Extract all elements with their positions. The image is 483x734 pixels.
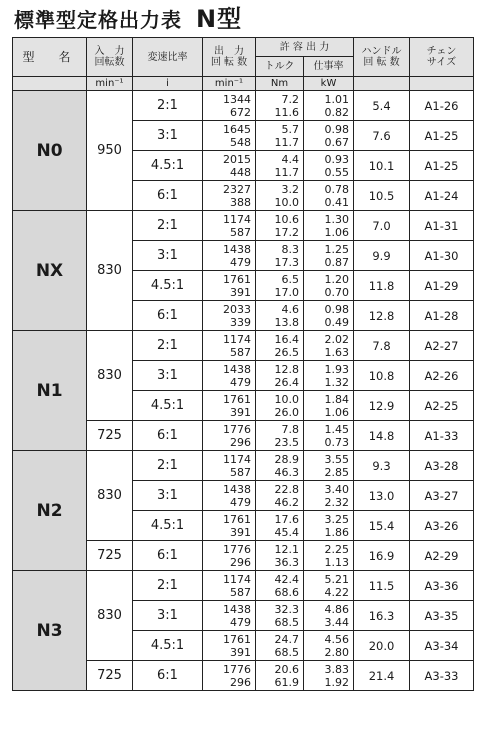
power-cell-value: 2.32 [324,495,350,509]
chain-size-cell: A1-24 [410,181,474,211]
torque-cell [256,631,304,661]
model-cell: N2 [13,451,87,571]
output-speed-cell [203,421,256,451]
output-speed-cell-value: 391 [230,285,251,299]
unit-output: min⁻¹ [203,77,256,91]
power-cell [304,541,354,571]
torque-cell-value: 8.3 [281,242,299,256]
output-speed-cell-value: 2033 [223,302,251,316]
output-speed-cell-value: 339 [230,315,251,329]
power-cell-value: 0.98 [324,122,350,136]
torque-cell-value: 24.7 [274,632,299,646]
chain-size-cell: A1-33 [410,421,474,451]
output-speed-cell [203,541,256,571]
torque-cell [256,391,304,421]
model-cell: NX [13,211,87,331]
torque-cell-value: 10.6 [274,212,299,226]
torque-cell-value: 11.6 [274,105,299,119]
handle-turns-cell: 11.5 [354,571,410,601]
output-speed-cell [203,301,256,331]
output-speed-cell [203,481,256,511]
power-cell-value: 1.20 [324,272,350,286]
power-cell-value: 0.55 [324,165,350,179]
output-speed-cell-value: 479 [230,255,251,269]
output-speed-cell-value: 1174 [223,212,251,226]
torque-cell [256,571,304,601]
handle-turns-cell: 12.8 [354,301,410,331]
unit-input: min⁻¹ [87,77,133,91]
power-cell [304,181,354,211]
power-cell-value: 1.84 [324,392,350,406]
power-cell [304,481,354,511]
handle-turns-cell: 21.4 [354,661,410,691]
output-speed-cell-value: 1761 [223,632,251,646]
input-speed-cell: 725 [87,661,133,691]
torque-cell-value: 26.0 [274,405,299,419]
ratio-cell: 3:1 [133,361,203,391]
torque-cell-value: 3.2 [281,182,299,196]
ratio-cell: 4.5:1 [133,631,203,661]
output-speed-cell-value: 587 [230,465,251,479]
power-cell [304,391,354,421]
input-speed-cell: 830 [87,451,133,541]
torque-cell-value: 32.3 [274,602,299,616]
output-speed-cell-value: 1776 [223,422,251,436]
power-cell-value: 0.93 [324,152,350,166]
ratio-cell: 4.5:1 [133,391,203,421]
torque-cell [256,211,304,241]
output-speed-cell [203,121,256,151]
output-speed-cell [203,151,256,181]
output-speed-cell-value: 448 [230,165,251,179]
unit-handle-blank [354,77,410,91]
power-cell [304,211,354,241]
unit-chain-blank [410,77,474,91]
input-speed-cell: 830 [87,331,133,421]
ratio-cell: 6:1 [133,541,203,571]
input-speed-cell: 830 [87,571,133,661]
title-main: 標準型定格出力表 [14,8,182,32]
output-speed-cell-value: 1761 [223,272,251,286]
power-cell-value: 1.25 [324,242,350,256]
power-cell-value: 3.83 [324,662,350,676]
output-speed-cell-value: 587 [230,345,251,359]
header-handle-turns: ハンドル 回 転 数 [354,38,410,77]
chain-size-cell: A2-27 [410,331,474,361]
model-cell: N3 [13,571,87,691]
torque-cell-value: 7.2 [281,92,299,106]
torque-cell-value: 36.3 [274,555,299,569]
ratio-cell: 2:1 [133,211,203,241]
ratio-cell: 4.5:1 [133,271,203,301]
power-cell-value: 0.78 [324,182,350,196]
handle-turns-cell: 13.0 [354,481,410,511]
chain-size-cell: A3-34 [410,631,474,661]
handle-turns-cell: 9.9 [354,241,410,271]
power-cell-value: 4.56 [324,632,350,646]
torque-cell-value: 42.4 [274,572,299,586]
power-cell [304,331,354,361]
output-speed-cell-value: 1174 [223,332,251,346]
power-cell [304,121,354,151]
power-cell [304,361,354,391]
power-cell-value: 1.06 [324,405,350,419]
power-cell-value: 0.82 [324,105,350,119]
torque-cell-value: 11.7 [274,135,299,149]
power-cell-value: 1.01 [324,92,350,106]
power-cell-value: 1.86 [324,525,350,539]
output-speed-cell-value: 1344 [223,92,251,106]
power-cell-value: 3.44 [324,615,350,629]
table-body [13,91,474,691]
header-power: 仕事率 [304,57,354,77]
power-cell-value: 3.55 [324,452,350,466]
output-speed-cell-value: 1438 [223,482,251,496]
output-speed-cell-value: 296 [230,435,251,449]
model-cell: N1 [13,331,87,451]
chain-size-cell: A3-28 [410,451,474,481]
output-speed-cell [203,511,256,541]
torque-cell-value: 17.6 [274,512,299,526]
torque-cell-value: 23.5 [274,435,299,449]
handle-turns-cell: 14.8 [354,421,410,451]
power-cell-value: 4.22 [324,585,350,599]
output-speed-cell-value: 296 [230,555,251,569]
output-speed-cell-value: 1438 [223,242,251,256]
unit-blank [13,77,87,91]
torque-cell [256,361,304,391]
ratio-cell: 3:1 [133,481,203,511]
handle-turns-cell: 16.3 [354,601,410,631]
output-speed-cell [203,91,256,121]
power-cell [304,91,354,121]
output-table [12,37,474,691]
torque-cell [256,151,304,181]
output-speed-cell-value: 1174 [223,572,251,586]
header-chain-size: チェン サイズ [410,38,474,77]
output-speed-cell-value: 391 [230,405,251,419]
power-cell-value: 0.49 [324,315,350,329]
output-speed-cell-value: 1438 [223,362,251,376]
table-row [13,571,474,601]
power-cell [304,241,354,271]
ratio-cell: 4.5:1 [133,511,203,541]
chain-size-cell: A2-25 [410,391,474,421]
torque-cell-value: 5.7 [281,122,299,136]
torque-cell [256,181,304,211]
torque-cell-value: 20.6 [274,662,299,676]
torque-cell-value: 10.0 [274,195,299,209]
handle-turns-cell: 7.6 [354,121,410,151]
power-cell-value: 0.70 [324,285,350,299]
power-cell-value: 2.80 [324,645,350,659]
chain-size-cell: A1-30 [410,241,474,271]
ratio-cell: 2:1 [133,451,203,481]
torque-cell-value: 68.5 [274,615,299,629]
torque-cell [256,451,304,481]
ratio-cell: 4.5:1 [133,151,203,181]
output-speed-cell-value: 1761 [223,512,251,526]
chain-size-cell: A3-33 [410,661,474,691]
power-cell [304,571,354,601]
power-cell-value: 1.93 [324,362,350,376]
table-row [13,331,474,361]
handle-turns-cell: 16.9 [354,541,410,571]
power-cell-value: 0.87 [324,255,350,269]
torque-cell-value: 68.5 [274,645,299,659]
output-speed-cell [203,331,256,361]
header-allowable-output: 許 容 出 力 [256,38,354,57]
unit-torque: Nm [256,77,304,91]
table-row [13,451,474,481]
header-torque: トルク [256,57,304,77]
chain-size-cell: A3-26 [410,511,474,541]
ratio-cell: 2:1 [133,571,203,601]
torque-cell-value: 11.7 [274,165,299,179]
chain-size-cell: A1-31 [410,211,474,241]
ratio-cell: 6:1 [133,421,203,451]
output-speed-cell-value: 479 [230,615,251,629]
output-speed-cell-value: 1776 [223,662,251,676]
output-speed-cell [203,271,256,301]
chain-size-cell: A2-29 [410,541,474,571]
power-cell [304,421,354,451]
handle-turns-cell: 10.1 [354,151,410,181]
input-speed-cell: 725 [87,541,133,571]
torque-cell-value: 10.0 [274,392,299,406]
power-cell [304,511,354,541]
handle-turns-cell: 10.8 [354,361,410,391]
ratio-cell: 6:1 [133,181,203,211]
torque-cell-value: 12.1 [274,542,299,556]
torque-cell-value: 46.3 [274,465,299,479]
unit-power: kW [304,77,354,91]
power-cell-value: 1.45 [324,422,350,436]
power-cell [304,271,354,301]
header-model: 型 名 [13,38,87,77]
chain-size-cell: A2-26 [410,361,474,391]
power-cell-value: 2.02 [324,332,350,346]
input-speed-cell: 830 [87,211,133,331]
handle-turns-cell: 12.9 [354,391,410,421]
torque-cell-value: 61.9 [274,675,299,689]
table-header [13,38,474,91]
output-speed-cell-value: 479 [230,375,251,389]
torque-cell [256,271,304,301]
input-speed-cell: 950 [87,91,133,211]
ratio-cell: 3:1 [133,601,203,631]
handle-turns-cell: 7.8 [354,331,410,361]
output-speed-cell [203,241,256,271]
torque-cell [256,541,304,571]
torque-cell-value: 26.5 [274,345,299,359]
power-cell-value: 2.85 [324,465,350,479]
output-speed-cell [203,361,256,391]
torque-cell [256,241,304,271]
output-speed-cell-value: 1776 [223,542,251,556]
torque-cell [256,331,304,361]
output-speed-cell [203,661,256,691]
ratio-cell: 6:1 [133,661,203,691]
torque-cell-value: 17.0 [274,285,299,299]
torque-cell-value: 16.4 [274,332,299,346]
output-speed-cell [203,181,256,211]
power-cell [304,661,354,691]
output-speed-cell-value: 296 [230,675,251,689]
input-speed-cell: 725 [87,421,133,451]
torque-cell [256,121,304,151]
chain-size-cell: A3-36 [410,571,474,601]
output-speed-cell-value: 391 [230,645,251,659]
power-cell [304,151,354,181]
power-cell-value: 3.40 [324,482,350,496]
output-speed-cell-value: 548 [230,135,251,149]
torque-cell [256,661,304,691]
output-speed-cell-value: 1174 [223,452,251,466]
output-speed-cell-value: 479 [230,495,251,509]
table-row [13,91,474,121]
torque-cell-value: 68.6 [274,585,299,599]
output-speed-cell-value: 1438 [223,602,251,616]
output-speed-cell-value: 1645 [223,122,251,136]
ratio-cell: 3:1 [133,121,203,151]
ratio-cell: 2:1 [133,331,203,361]
power-cell-value: 5.21 [324,572,350,586]
ratio-cell: 6:1 [133,301,203,331]
chain-size-cell: A1-28 [410,301,474,331]
handle-turns-cell: 11.8 [354,271,410,301]
unit-ratio: i [133,77,203,91]
chain-size-cell: A1-25 [410,121,474,151]
output-speed-cell-value: 391 [230,525,251,539]
output-speed-cell-value: 587 [230,225,251,239]
power-cell-value: 0.41 [324,195,350,209]
power-cell-value: 0.98 [324,302,350,316]
torque-cell-value: 6.5 [281,272,299,286]
torque-cell-value: 17.2 [274,225,299,239]
chain-size-cell: A1-25 [410,151,474,181]
chain-size-cell: A1-26 [410,91,474,121]
title-suffix: N型 [196,5,243,33]
torque-cell-value: 45.4 [274,525,299,539]
torque-cell-value: 13.8 [274,315,299,329]
output-speed-cell-value: 2015 [223,152,251,166]
table-row [13,211,474,241]
output-speed-cell [203,451,256,481]
torque-cell-value: 17.3 [274,255,299,269]
power-cell-value: 1.92 [324,675,350,689]
output-speed-cell [203,631,256,661]
handle-turns-cell: 15.4 [354,511,410,541]
power-cell [304,631,354,661]
power-cell [304,301,354,331]
model-cell: N0 [13,91,87,211]
handle-turns-cell: 7.0 [354,211,410,241]
torque-cell [256,301,304,331]
torque-cell [256,481,304,511]
torque-cell-value: 26.4 [274,375,299,389]
page-title [14,4,242,34]
torque-cell-value: 22.8 [274,482,299,496]
torque-cell-value: 7.8 [281,422,299,436]
power-cell-value: 1.06 [324,225,350,239]
handle-turns-cell: 5.4 [354,91,410,121]
power-cell-value: 3.25 [324,512,350,526]
header-output-speed: 出 力 回 転 数 [203,38,256,77]
output-speed-cell-value: 587 [230,585,251,599]
output-speed-cell-value: 2327 [223,182,251,196]
power-cell [304,451,354,481]
torque-cell [256,421,304,451]
output-speed-cell [203,601,256,631]
torque-cell [256,601,304,631]
torque-cell-value: 4.6 [281,302,299,316]
torque-cell-value: 12.8 [274,362,299,376]
header-input-speed: 入 力 回転数 [87,38,133,77]
header-ratio: 変速比率 [133,38,203,77]
torque-cell-value: 46.2 [274,495,299,509]
power-cell-value: 1.30 [324,212,350,226]
torque-cell [256,91,304,121]
ratio-cell: 3:1 [133,241,203,271]
ratio-cell: 2:1 [133,91,203,121]
power-cell-value: 2.25 [324,542,350,556]
chain-size-cell: A3-27 [410,481,474,511]
output-speed-cell [203,211,256,241]
handle-turns-cell: 20.0 [354,631,410,661]
power-cell [304,601,354,631]
handle-turns-cell: 9.3 [354,451,410,481]
handle-turns-cell: 10.5 [354,181,410,211]
output-speed-cell-value: 672 [230,105,251,119]
output-speed-cell-value: 1761 [223,392,251,406]
torque-cell-value: 4.4 [281,152,299,166]
power-cell-value: 0.73 [324,435,350,449]
output-speed-cell-value: 388 [230,195,251,209]
torque-cell-value: 28.9 [274,452,299,466]
power-cell-value: 1.32 [324,375,350,389]
chain-size-cell: A3-35 [410,601,474,631]
power-cell-value: 1.13 [324,555,350,569]
torque-cell [256,511,304,541]
power-cell-value: 1.63 [324,345,350,359]
power-cell-value: 4.86 [324,602,350,616]
output-speed-cell [203,571,256,601]
chain-size-cell: A1-29 [410,271,474,301]
power-cell-value: 0.67 [324,135,350,149]
output-speed-cell [203,391,256,421]
